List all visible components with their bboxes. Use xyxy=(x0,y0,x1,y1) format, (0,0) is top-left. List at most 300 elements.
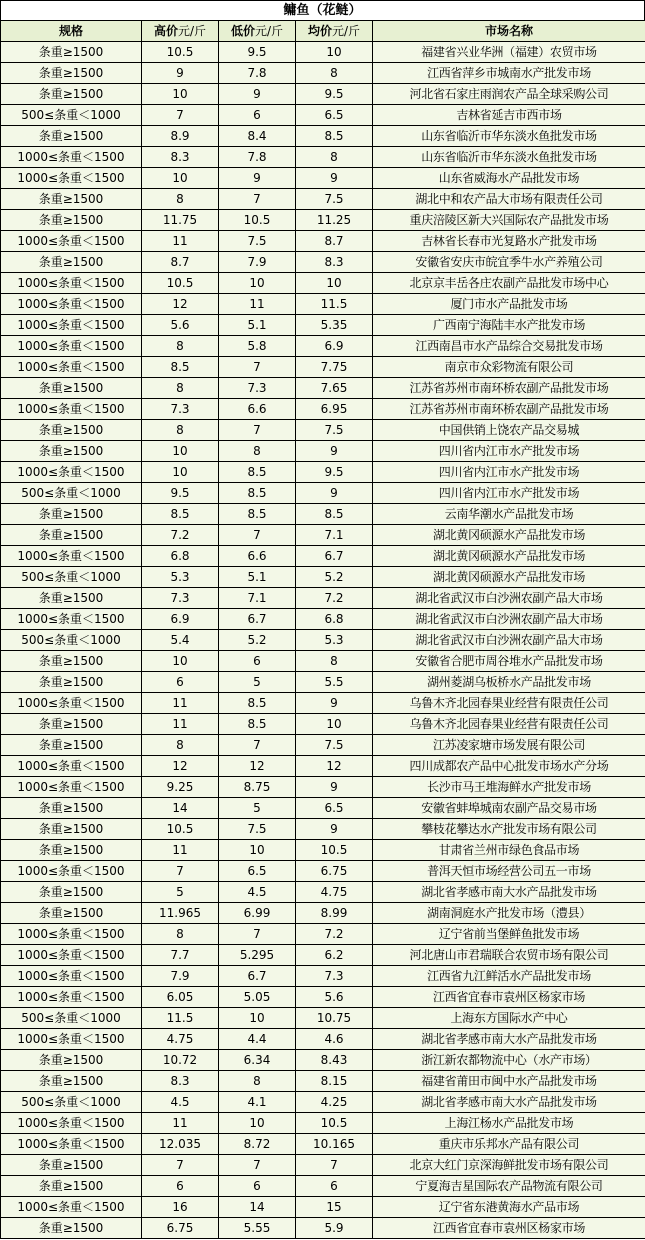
high-price-cell: 5.3 xyxy=(142,567,219,588)
avg-price-cell: 5.2 xyxy=(296,567,373,588)
high-price-cell: 10.5 xyxy=(142,273,219,294)
high-price-cell: 8.7 xyxy=(142,252,219,273)
header-high-label: 高价 xyxy=(153,24,178,38)
high-price-cell: 8.5 xyxy=(142,504,219,525)
table-row xyxy=(1,525,645,546)
market-cell: 湖北黄冈硕源水产品批发市场 xyxy=(373,525,645,546)
avg-price-cell: 5.6 xyxy=(296,987,373,1008)
spec-cell: 条重≥1500 xyxy=(1,1176,142,1197)
spec-cell: 1000≤条重＜1500 xyxy=(1,546,142,567)
spec-cell: 条重≥1500 xyxy=(1,63,142,84)
low-price-cell: 6.7 xyxy=(219,966,296,987)
table-row xyxy=(1,945,645,966)
high-price-cell: 10 xyxy=(142,441,219,462)
high-price-cell: 8 xyxy=(142,378,219,399)
spec-cell: 500≤条重＜1000 xyxy=(1,567,142,588)
low-price-cell: 4.1 xyxy=(219,1092,296,1113)
high-price-cell: 8 xyxy=(142,420,219,441)
market-cell: 湖北黄冈硕源水产品批发市场 xyxy=(373,546,645,567)
market-cell: 上海江杨水产品批发市场 xyxy=(373,1113,645,1134)
low-price-cell: 7 xyxy=(219,420,296,441)
high-price-cell: 7 xyxy=(142,105,219,126)
spec-cell: 条重≥1500 xyxy=(1,378,142,399)
low-price-cell: 6 xyxy=(219,651,296,672)
market-cell: 江西南昌市水产品综合交易批发市场 xyxy=(373,336,645,357)
low-price-cell: 5 xyxy=(219,798,296,819)
avg-price-cell: 7.75 xyxy=(296,357,373,378)
market-cell: 重庆涪陵区新大兴国际农产品批发市场 xyxy=(373,210,645,231)
market-cell: 湖州菱湖乌板桥水产品批发市场 xyxy=(373,672,645,693)
table-row xyxy=(1,1050,645,1071)
high-price-cell: 9.5 xyxy=(142,483,219,504)
spec-cell: 条重≥1500 xyxy=(1,882,142,903)
table-row xyxy=(1,420,645,441)
low-price-cell: 14 xyxy=(219,1197,296,1218)
spec-cell: 1000≤条重＜1500 xyxy=(1,336,142,357)
table-row xyxy=(1,609,645,630)
avg-price-cell: 9.5 xyxy=(296,84,373,105)
market-cell: 江苏省苏州市南环桥农副产品批发市场 xyxy=(373,399,645,420)
table-row xyxy=(1,1113,645,1134)
table-row xyxy=(1,861,645,882)
market-cell: 江西省宜春市袁州区杨家市场 xyxy=(373,987,645,1008)
market-cell: 吉林省延吉市西市场 xyxy=(373,105,645,126)
high-price-cell: 10 xyxy=(142,168,219,189)
low-price-cell: 7 xyxy=(219,357,296,378)
table-row xyxy=(1,924,645,945)
market-cell: 福建省莆田市闽中水产品批发市场 xyxy=(373,1071,645,1092)
table-row xyxy=(1,693,645,714)
spec-cell: 条重≥1500 xyxy=(1,420,142,441)
low-price-cell: 12 xyxy=(219,756,296,777)
high-price-cell: 5.6 xyxy=(142,315,219,336)
avg-price-cell: 8 xyxy=(296,147,373,168)
market-cell: 吉林省长春市光复路水产批发市场 xyxy=(373,231,645,252)
avg-price-cell: 4.75 xyxy=(296,882,373,903)
market-cell: 湖北省武汉市白沙洲农副产品大市场 xyxy=(373,609,645,630)
table-row xyxy=(1,147,645,168)
spec-cell: 条重≥1500 xyxy=(1,252,142,273)
high-price-cell: 10 xyxy=(142,462,219,483)
high-price-cell: 11.5 xyxy=(142,1008,219,1029)
header-high-unit: 元/斤 xyxy=(177,24,207,38)
table-row xyxy=(1,1176,645,1197)
table-row xyxy=(1,588,645,609)
spec-cell: 条重≥1500 xyxy=(1,210,142,231)
spec-cell: 1000≤条重＜1500 xyxy=(1,168,142,189)
spec-cell: 1000≤条重＜1500 xyxy=(1,756,142,777)
avg-price-cell: 8.99 xyxy=(296,903,373,924)
spec-cell: 1000≤条重＜1500 xyxy=(1,777,142,798)
avg-price-cell: 6.95 xyxy=(296,399,373,420)
table-row xyxy=(1,567,645,588)
market-cell: 云南华潮水产品批发市场 xyxy=(373,504,645,525)
low-price-cell: 6.6 xyxy=(219,546,296,567)
table-row xyxy=(1,840,645,861)
table-row xyxy=(1,399,645,420)
header-avg-price xyxy=(296,21,373,42)
market-cell: 南京市众彩物流有限公司 xyxy=(373,357,645,378)
spec-cell: 1000≤条重＜1500 xyxy=(1,315,142,336)
market-cell: 江苏省苏州市南环桥农副产品批发市场 xyxy=(373,378,645,399)
market-cell: 安徽省蚌埠城南农副产品交易市场 xyxy=(373,798,645,819)
low-price-cell: 10 xyxy=(219,273,296,294)
high-price-cell: 6 xyxy=(142,672,219,693)
table-row xyxy=(1,819,645,840)
market-cell: 江苏凌家塘市场发展有限公司 xyxy=(373,735,645,756)
avg-price-cell: 9 xyxy=(296,693,373,714)
high-price-cell: 9.25 xyxy=(142,777,219,798)
price-table xyxy=(0,20,645,1239)
low-price-cell: 5.2 xyxy=(219,630,296,651)
avg-price-cell: 10.75 xyxy=(296,1008,373,1029)
market-cell: 四川成都农产品中心批发市场水产分场 xyxy=(373,756,645,777)
low-price-cell: 7.5 xyxy=(219,231,296,252)
avg-price-cell: 5.3 xyxy=(296,630,373,651)
low-price-cell: 5 xyxy=(219,672,296,693)
table-row xyxy=(1,273,645,294)
table-row xyxy=(1,1155,645,1176)
table-row xyxy=(1,735,645,756)
high-price-cell: 6 xyxy=(142,1176,219,1197)
market-cell: 湖北省孝感市南大水产品批发市场 xyxy=(373,1092,645,1113)
market-cell: 厦门市水产品批发市场 xyxy=(373,294,645,315)
avg-price-cell: 6.9 xyxy=(296,336,373,357)
low-price-cell: 7.9 xyxy=(219,252,296,273)
low-price-cell: 9 xyxy=(219,168,296,189)
market-cell: 山东省临沂市华东淡水鱼批发市场 xyxy=(373,147,645,168)
spec-cell: 500≤条重＜1000 xyxy=(1,105,142,126)
spec-cell: 条重≥1500 xyxy=(1,651,142,672)
low-price-cell: 6.5 xyxy=(219,861,296,882)
spec-cell: 条重≥1500 xyxy=(1,1218,142,1239)
high-price-cell: 8 xyxy=(142,735,219,756)
avg-price-cell: 10.5 xyxy=(296,840,373,861)
avg-price-cell: 6.75 xyxy=(296,861,373,882)
high-price-cell: 6.05 xyxy=(142,987,219,1008)
market-cell: 攀枝花攀达水产批发市场有限公司 xyxy=(373,819,645,840)
table-row xyxy=(1,231,645,252)
table-row xyxy=(1,987,645,1008)
avg-price-cell: 10.165 xyxy=(296,1134,373,1155)
market-cell: 四川省内江市水产批发市场 xyxy=(373,483,645,504)
table-row xyxy=(1,1008,645,1029)
header-high-price xyxy=(142,21,219,42)
market-cell: 辽宁省前当堡鲜鱼批发市场 xyxy=(373,924,645,945)
avg-price-cell: 8 xyxy=(296,651,373,672)
low-price-cell: 11 xyxy=(219,294,296,315)
table-row xyxy=(1,966,645,987)
avg-price-cell: 11.5 xyxy=(296,294,373,315)
low-price-cell: 10.5 xyxy=(219,210,296,231)
low-price-cell: 4.5 xyxy=(219,882,296,903)
high-price-cell: 6.8 xyxy=(142,546,219,567)
market-cell: 长沙市马王堆海鲜水产批发市场 xyxy=(373,777,645,798)
table-row xyxy=(1,756,645,777)
table-row xyxy=(1,672,645,693)
avg-price-cell: 10 xyxy=(296,42,373,63)
table-row xyxy=(1,126,645,147)
spec-cell: 条重≥1500 xyxy=(1,903,142,924)
high-price-cell: 11 xyxy=(142,1113,219,1134)
high-price-cell: 8 xyxy=(142,189,219,210)
market-cell: 乌鲁木齐北园春果业经营有限责任公司 xyxy=(373,714,645,735)
header-market-label: 市场名称 xyxy=(484,24,533,38)
table-row xyxy=(1,168,645,189)
low-price-cell: 8 xyxy=(219,441,296,462)
spec-cell: 1000≤条重＜1500 xyxy=(1,1029,142,1050)
table-row xyxy=(1,378,645,399)
market-cell: 上海东方国际水产中心 xyxy=(373,1008,645,1029)
table-row xyxy=(1,483,645,504)
low-price-cell: 10 xyxy=(219,1008,296,1029)
avg-price-cell: 7.1 xyxy=(296,525,373,546)
market-cell: 湖北黄冈硕源水产品批发市场 xyxy=(373,567,645,588)
market-cell: 河北省石家庄雨润农产品全球采购公司 xyxy=(373,84,645,105)
high-price-cell: 10.72 xyxy=(142,1050,219,1071)
avg-price-cell: 8.5 xyxy=(296,126,373,147)
low-price-cell: 5.1 xyxy=(219,567,296,588)
spec-cell: 1000≤条重＜1500 xyxy=(1,693,142,714)
low-price-cell: 8.5 xyxy=(219,504,296,525)
low-price-cell: 6 xyxy=(219,1176,296,1197)
market-cell: 宁夏海吉星国际农产品物流有限公司 xyxy=(373,1176,645,1197)
header-low-price xyxy=(219,21,296,42)
market-cell: 北京京丰岳各庄农副产品批发市场中心 xyxy=(373,273,645,294)
market-cell: 湖北省孝感市南大水产品批发市场 xyxy=(373,882,645,903)
spec-cell: 条重≥1500 xyxy=(1,819,142,840)
avg-price-cell: 15 xyxy=(296,1197,373,1218)
avg-price-cell: 7 xyxy=(296,1155,373,1176)
low-price-cell: 6.6 xyxy=(219,399,296,420)
avg-price-cell: 7.5 xyxy=(296,420,373,441)
avg-price-cell: 9 xyxy=(296,483,373,504)
avg-price-cell: 9 xyxy=(296,441,373,462)
high-price-cell: 4.5 xyxy=(142,1092,219,1113)
high-price-cell: 11.75 xyxy=(142,210,219,231)
low-price-cell: 7 xyxy=(219,924,296,945)
low-price-cell: 8.4 xyxy=(219,126,296,147)
table-row xyxy=(1,882,645,903)
table-row xyxy=(1,315,645,336)
avg-price-cell: 4.25 xyxy=(296,1092,373,1113)
low-price-cell: 7 xyxy=(219,525,296,546)
spec-cell: 500≤条重＜1000 xyxy=(1,483,142,504)
table-row xyxy=(1,1134,645,1155)
table-row xyxy=(1,1092,645,1113)
avg-price-cell: 10 xyxy=(296,714,373,735)
avg-price-cell: 12 xyxy=(296,756,373,777)
high-price-cell: 12.035 xyxy=(142,1134,219,1155)
low-price-cell: 7.3 xyxy=(219,378,296,399)
avg-price-cell: 8.7 xyxy=(296,231,373,252)
table-row xyxy=(1,1071,645,1092)
spec-cell: 1000≤条重＜1500 xyxy=(1,609,142,630)
avg-price-cell: 4.6 xyxy=(296,1029,373,1050)
avg-price-cell: 6.5 xyxy=(296,798,373,819)
high-price-cell: 11 xyxy=(142,693,219,714)
avg-price-cell: 9.5 xyxy=(296,462,373,483)
low-price-cell: 8.72 xyxy=(219,1134,296,1155)
market-cell: 四川省内江市水产批发市场 xyxy=(373,441,645,462)
table-row xyxy=(1,546,645,567)
market-cell: 山东省威海水产品批发市场 xyxy=(373,168,645,189)
low-price-cell: 6.7 xyxy=(219,609,296,630)
market-cell: 湖北省武汉市白沙洲农副产品大市场 xyxy=(373,630,645,651)
header-avg-unit: 元/斤 xyxy=(331,24,361,38)
spec-cell: 500≤条重＜1000 xyxy=(1,630,142,651)
table-row xyxy=(1,903,645,924)
market-cell: 重庆市乐邦水产品有限公司 xyxy=(373,1134,645,1155)
spec-cell: 1000≤条重＜1500 xyxy=(1,1113,142,1134)
spec-cell: 条重≥1500 xyxy=(1,735,142,756)
high-price-cell: 8.3 xyxy=(142,1071,219,1092)
avg-price-cell: 11.25 xyxy=(296,210,373,231)
high-price-cell: 8 xyxy=(142,336,219,357)
avg-price-cell: 8.15 xyxy=(296,1071,373,1092)
high-price-cell: 8 xyxy=(142,924,219,945)
high-price-cell: 10.5 xyxy=(142,819,219,840)
table-row xyxy=(1,189,645,210)
low-price-cell: 4.4 xyxy=(219,1029,296,1050)
low-price-cell: 7 xyxy=(219,735,296,756)
high-price-cell: 14 xyxy=(142,798,219,819)
spec-cell: 1000≤条重＜1500 xyxy=(1,1197,142,1218)
high-price-cell: 7.3 xyxy=(142,399,219,420)
low-price-cell: 7.1 xyxy=(219,588,296,609)
low-price-cell: 8.5 xyxy=(219,714,296,735)
avg-price-cell: 8.43 xyxy=(296,1050,373,1071)
table-row xyxy=(1,84,645,105)
low-price-cell: 7 xyxy=(219,189,296,210)
high-price-cell: 8.9 xyxy=(142,126,219,147)
avg-price-cell: 6.8 xyxy=(296,609,373,630)
market-cell: 山东省临沂市华东淡水鱼批发市场 xyxy=(373,126,645,147)
header-spec-label: 规格 xyxy=(58,24,83,38)
spec-cell: 条重≥1500 xyxy=(1,441,142,462)
high-price-cell: 7 xyxy=(142,861,219,882)
high-price-cell: 7.9 xyxy=(142,966,219,987)
high-price-cell: 7.2 xyxy=(142,525,219,546)
table-row xyxy=(1,42,645,63)
high-price-cell: 10 xyxy=(142,651,219,672)
header-low-label: 低价 xyxy=(230,24,255,38)
low-price-cell: 8.5 xyxy=(219,693,296,714)
spec-cell: 条重≥1500 xyxy=(1,1155,142,1176)
market-cell: 湖北中和农产品大市场有限责任公司 xyxy=(373,189,645,210)
spec-cell: 500≤条重＜1000 xyxy=(1,1092,142,1113)
spec-cell: 条重≥1500 xyxy=(1,504,142,525)
spec-cell: 1000≤条重＜1500 xyxy=(1,966,142,987)
table-row xyxy=(1,336,645,357)
low-price-cell: 6 xyxy=(219,105,296,126)
high-price-cell: 6.9 xyxy=(142,609,219,630)
market-cell: 湖南洞庭水产批发市场（澧县） xyxy=(373,903,645,924)
table-row xyxy=(1,105,645,126)
spec-cell: 条重≥1500 xyxy=(1,672,142,693)
market-cell: 四川省内江市水产批发市场 xyxy=(373,462,645,483)
avg-price-cell: 6.2 xyxy=(296,945,373,966)
spec-cell: 1000≤条重＜1500 xyxy=(1,294,142,315)
avg-price-cell: 5.5 xyxy=(296,672,373,693)
spec-cell: 1000≤条重＜1500 xyxy=(1,399,142,420)
high-price-cell: 5 xyxy=(142,882,219,903)
avg-price-cell: 8 xyxy=(296,63,373,84)
spec-cell: 条重≥1500 xyxy=(1,126,142,147)
market-cell: 普洱天恒市场经营公司五一市场 xyxy=(373,861,645,882)
avg-price-cell: 6.5 xyxy=(296,105,373,126)
avg-price-cell: 7.2 xyxy=(296,924,373,945)
low-price-cell: 5.1 xyxy=(219,315,296,336)
spec-cell: 条重≥1500 xyxy=(1,714,142,735)
market-cell: 广西南宁海陆丰水产批发市场 xyxy=(373,315,645,336)
spec-cell: 1000≤条重＜1500 xyxy=(1,924,142,945)
low-price-cell: 9 xyxy=(219,84,296,105)
high-price-cell: 4.75 xyxy=(142,1029,219,1050)
low-price-cell: 5.55 xyxy=(219,1218,296,1239)
market-cell: 江西省九江鲜活水产品批发市场 xyxy=(373,966,645,987)
avg-price-cell: 5.9 xyxy=(296,1218,373,1239)
high-price-cell: 11 xyxy=(142,840,219,861)
high-price-cell: 7.3 xyxy=(142,588,219,609)
high-price-cell: 11 xyxy=(142,714,219,735)
avg-price-cell: 5.35 xyxy=(296,315,373,336)
spec-cell: 1000≤条重＜1500 xyxy=(1,462,142,483)
market-cell: 江西省宜春市袁州区杨家市场 xyxy=(373,1218,645,1239)
high-price-cell: 11 xyxy=(142,231,219,252)
table-row xyxy=(1,357,645,378)
header-row xyxy=(1,21,645,42)
low-price-cell: 9.5 xyxy=(219,42,296,63)
avg-price-cell: 10 xyxy=(296,273,373,294)
spec-cell: 1000≤条重＜1500 xyxy=(1,231,142,252)
low-price-cell: 8.75 xyxy=(219,777,296,798)
table-row xyxy=(1,462,645,483)
market-cell: 湖北省孝感市南大水产品批发市场 xyxy=(373,1029,645,1050)
table-row xyxy=(1,630,645,651)
low-price-cell: 7.8 xyxy=(219,147,296,168)
low-price-cell: 8.5 xyxy=(219,483,296,504)
high-price-cell: 5.4 xyxy=(142,630,219,651)
low-price-cell: 6.34 xyxy=(219,1050,296,1071)
market-cell: 辽宁省东港黄海水产品市场 xyxy=(373,1197,645,1218)
high-price-cell: 10 xyxy=(142,84,219,105)
high-price-cell: 16 xyxy=(142,1197,219,1218)
market-cell: 河北唐山市君瑞联合农贸市场有限公司 xyxy=(373,945,645,966)
spec-cell: 条重≥1500 xyxy=(1,798,142,819)
avg-price-cell: 7.65 xyxy=(296,378,373,399)
spec-cell: 条重≥1500 xyxy=(1,42,142,63)
avg-price-cell: 7.5 xyxy=(296,189,373,210)
high-price-cell: 12 xyxy=(142,294,219,315)
avg-price-cell: 8.3 xyxy=(296,252,373,273)
spec-cell: 1000≤条重＜1500 xyxy=(1,945,142,966)
low-price-cell: 10 xyxy=(219,1113,296,1134)
table-row xyxy=(1,63,645,84)
avg-price-cell: 8.5 xyxy=(296,504,373,525)
table-row xyxy=(1,252,645,273)
table-row xyxy=(1,210,645,231)
table-row xyxy=(1,1029,645,1050)
low-price-cell: 5.295 xyxy=(219,945,296,966)
avg-price-cell: 9 xyxy=(296,777,373,798)
market-cell: 安徽省合肥市周谷堆水产品批发市场 xyxy=(373,651,645,672)
avg-price-cell: 7.3 xyxy=(296,966,373,987)
market-cell: 浙江新农都物流中心（水产市场） xyxy=(373,1050,645,1071)
market-cell: 福建省兴业华洲（福建）农贸市场 xyxy=(373,42,645,63)
low-price-cell: 7.5 xyxy=(219,819,296,840)
spec-cell: 500≤条重＜1000 xyxy=(1,1008,142,1029)
